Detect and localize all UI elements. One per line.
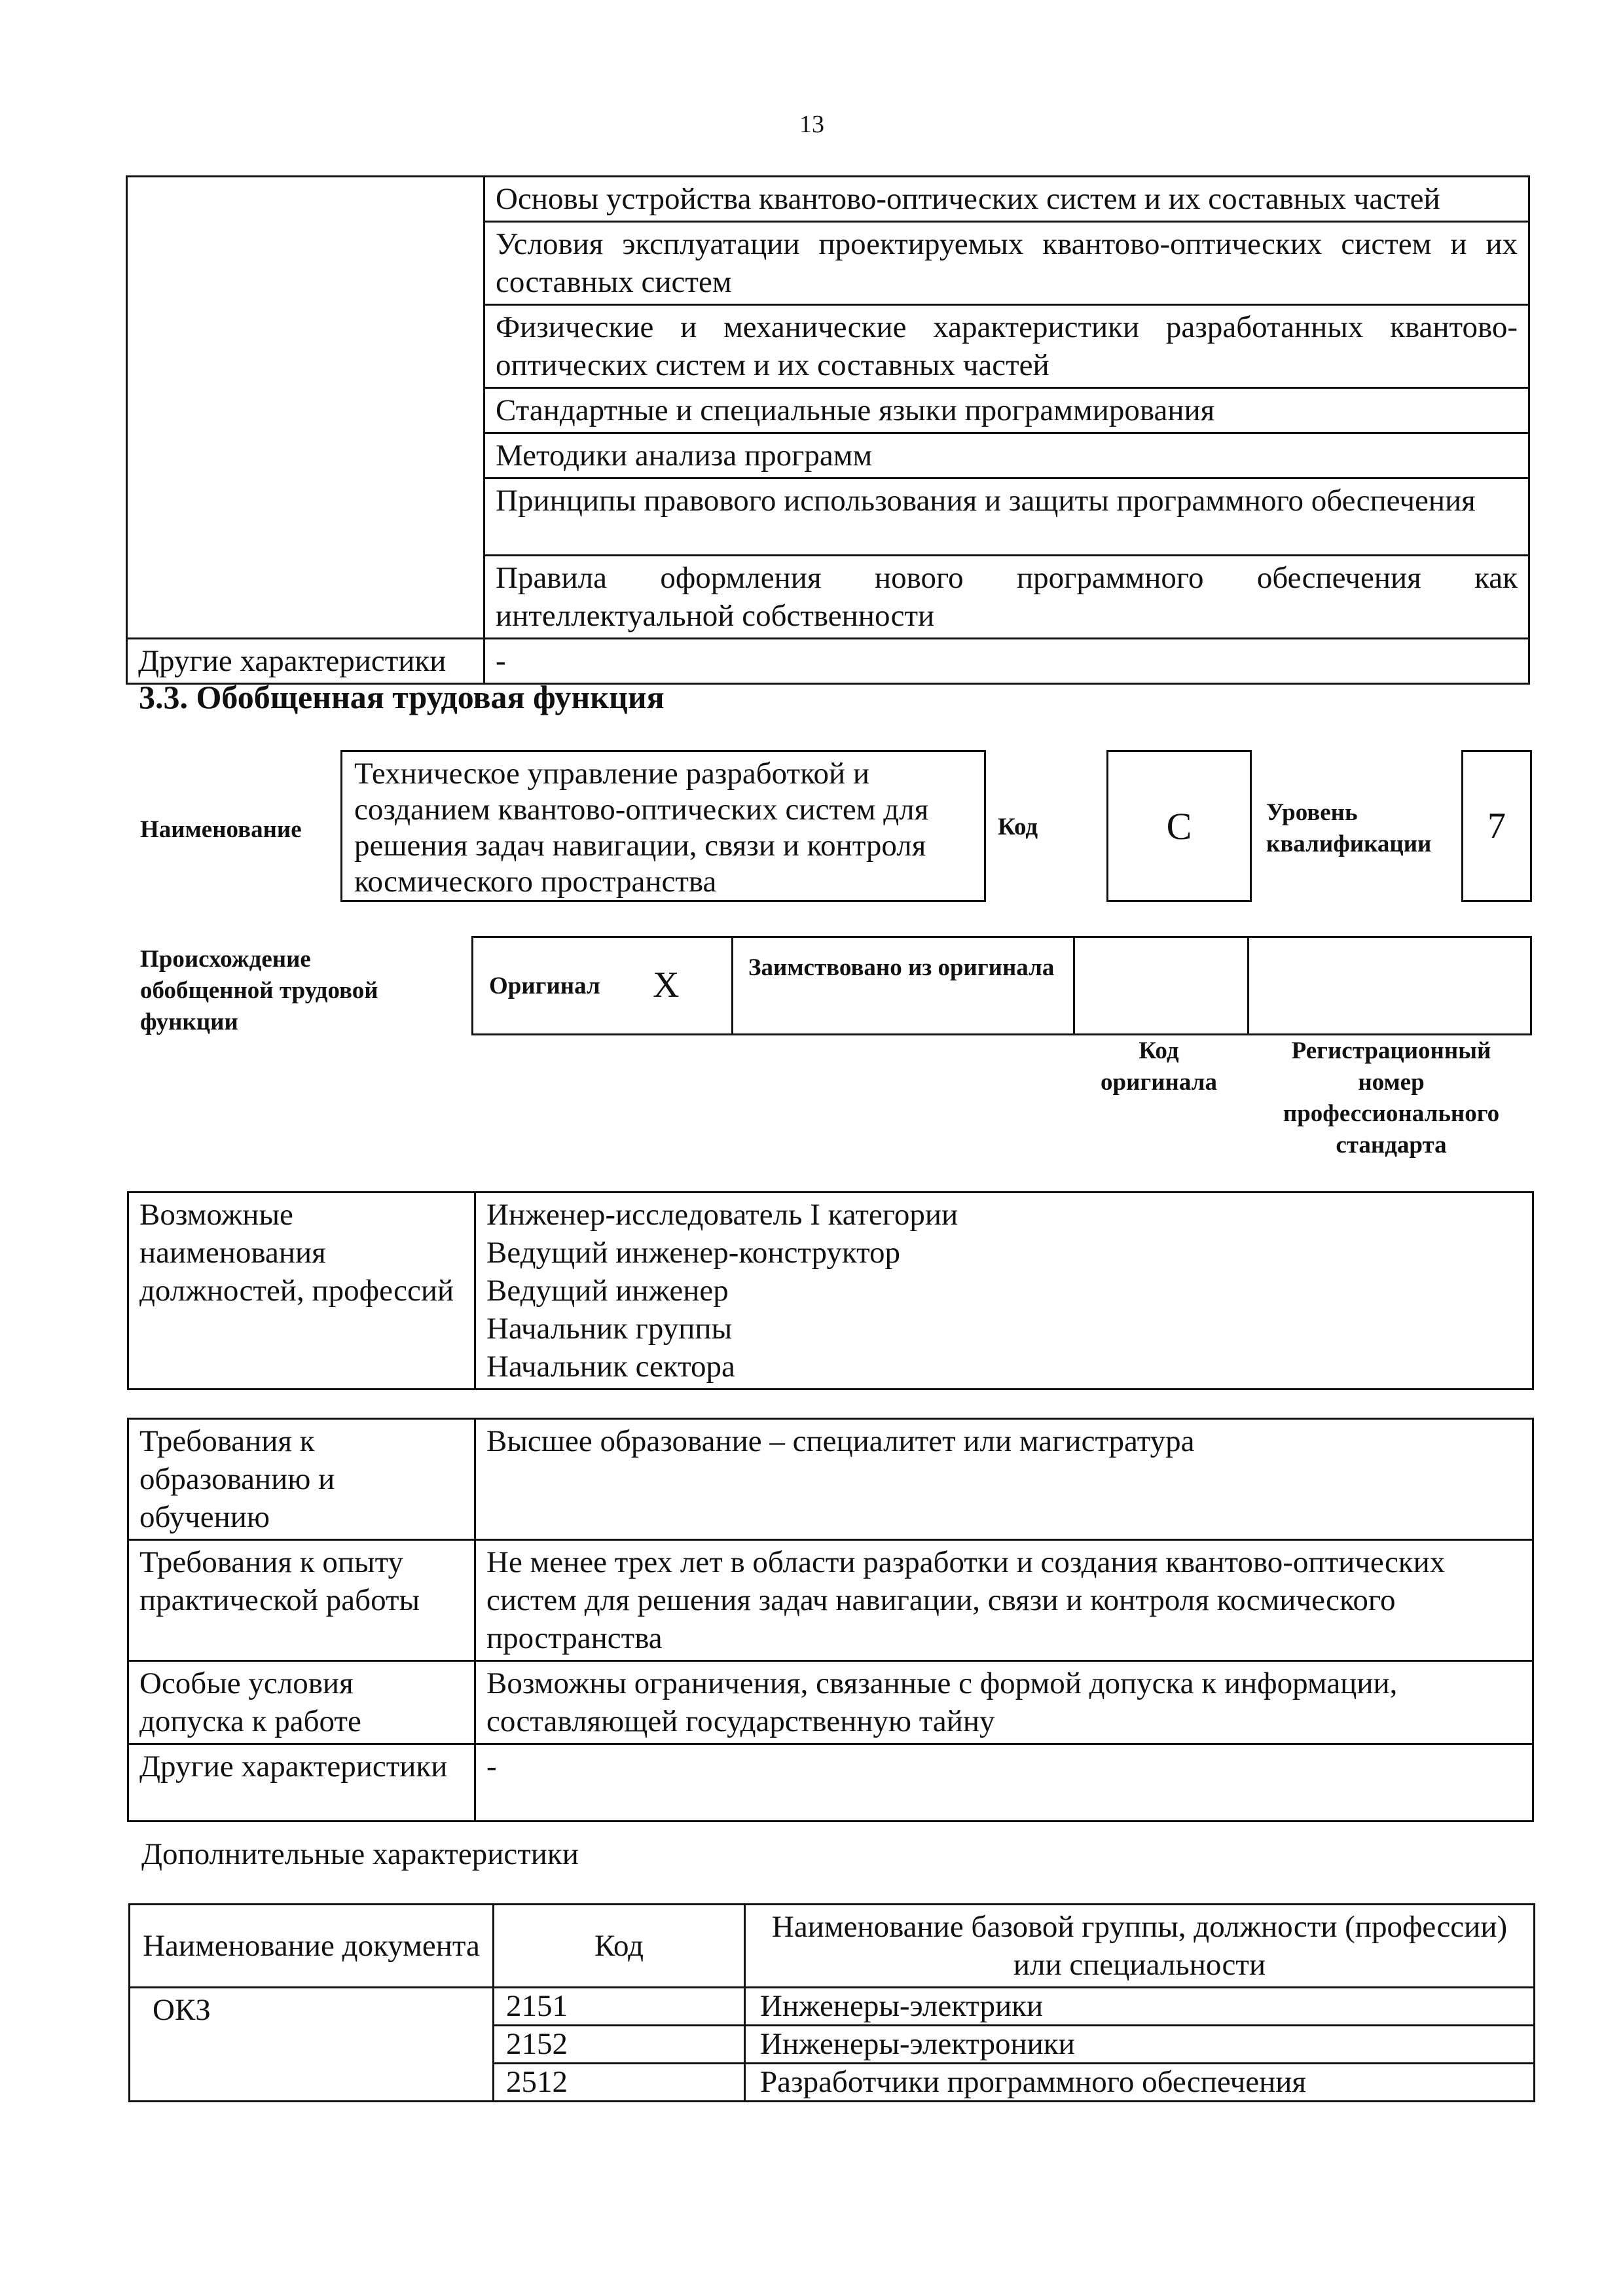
requirement-label: Требования к образованию и обучению — [128, 1419, 475, 1540]
code-box — [1106, 750, 1252, 902]
section-title: 3.3. Обобщенная трудовая функция — [139, 679, 665, 715]
requirement-value: Возможны ограничения, связанные с формой допуска к информации, составляющей государственную тайну — [475, 1661, 1533, 1744]
code-value: C — [1166, 804, 1192, 848]
origin-divider — [1073, 938, 1075, 1033]
knowledge-item: Стандартные и специальные языки программирования — [484, 388, 1529, 433]
additional-title: Дополнительные характеристики — [141, 1837, 579, 1871]
position-item: Ведущий инженер-конструктор — [486, 1236, 901, 1270]
additional-table — [128, 1903, 1535, 2102]
original-mark: X — [653, 965, 680, 1005]
positions-label: Возможные наименования должностей, профессий — [128, 1193, 475, 1390]
origin-box — [471, 936, 1532, 1035]
borrowed-label: Заимствовано из оригинала — [748, 954, 1055, 981]
doc-cell: ОКЗ — [130, 1988, 494, 2102]
position-item: Начальник сектора — [486, 1350, 735, 1384]
position-item: Начальник группы — [486, 1312, 733, 1346]
code-original-caption: Код оригинала — [1101, 1037, 1217, 1096]
name-value: Техническое управление разработкой и созданием квантово-оптических систем для решения задач навигации, связи и контроля космического пространства — [354, 757, 929, 899]
header-document: Наименование документа — [130, 1905, 494, 1988]
knowledge-item: Условия эксплуатации проектируемых квантово-оптических систем и их составных систем — [484, 222, 1529, 305]
okz-name: Инженеры-электроники — [745, 2026, 1535, 2064]
name-value-box — [340, 750, 986, 902]
requirement-label: Требования к опыту практической работы — [128, 1540, 475, 1661]
other-characteristics-value: - — [484, 639, 1529, 684]
knowledge-item: Методики анализа программ — [484, 433, 1529, 478]
requirement-label: Другие характеристики — [128, 1744, 475, 1821]
other-characteristics-label: Другие характеристики — [127, 639, 484, 684]
origin-divider — [1247, 938, 1249, 1033]
name-label: Наименование — [140, 816, 302, 843]
knowledge-item: Физические и механические характеристики разработанных квантово-оптических систем и их составных частей — [484, 305, 1529, 388]
level-box — [1461, 750, 1532, 902]
page-number: 13 — [799, 111, 824, 138]
okz-code: 2152 — [494, 2026, 745, 2064]
reg-number-caption: Регистрационный номер профессионального стандарта — [1283, 1037, 1500, 1158]
code-label: Код — [998, 814, 1038, 840]
okz-code: 2151 — [494, 1988, 745, 2026]
requirement-label: Особые условия допуска к работе — [128, 1661, 475, 1744]
level-value: 7 — [1487, 806, 1506, 846]
okz-name: Инженеры-электрики — [745, 1988, 1535, 2026]
origin-divider — [731, 938, 733, 1033]
okz-name: Разработчики программного обеспечения — [745, 2064, 1535, 2102]
knowledge-item: Принципы правового использования и защиты программного обеспечения — [484, 478, 1529, 556]
knowledge-table — [126, 175, 1530, 685]
knowledge-item: Правила оформления нового программного обеспечения как интеллектуальной собственности — [484, 556, 1529, 639]
origin-label: Происхождение обобщенной трудовой функции — [140, 946, 378, 1035]
knowledge-item: Основы устройства квантово-оптических систем и их составных частей — [484, 177, 1529, 222]
positions-list — [475, 1193, 1533, 1390]
level-label: Уровень квалификации — [1266, 799, 1432, 857]
original-label: Оригинал — [489, 973, 600, 999]
position-item: Инженер-исследователь I категории — [486, 1198, 958, 1232]
requirements-table — [127, 1418, 1534, 1822]
empty-label-cell — [127, 177, 484, 639]
requirement-value: Не менее трех лет в области разработки и создания квантово-оптических систем для решения задач навигации, связи и контроля космического пространства — [475, 1540, 1533, 1661]
requirement-value: - — [475, 1744, 1533, 1821]
positions-table — [127, 1191, 1534, 1390]
requirement-value: Высшее образование – специалитет или магистратура — [475, 1419, 1533, 1540]
position-item: Ведущий инженер — [486, 1274, 729, 1308]
header-group-name: Наименование базовой группы, должности (профессии) или специальности — [745, 1905, 1535, 1988]
header-code: Код — [494, 1905, 745, 1988]
okz-code: 2512 — [494, 2064, 745, 2102]
